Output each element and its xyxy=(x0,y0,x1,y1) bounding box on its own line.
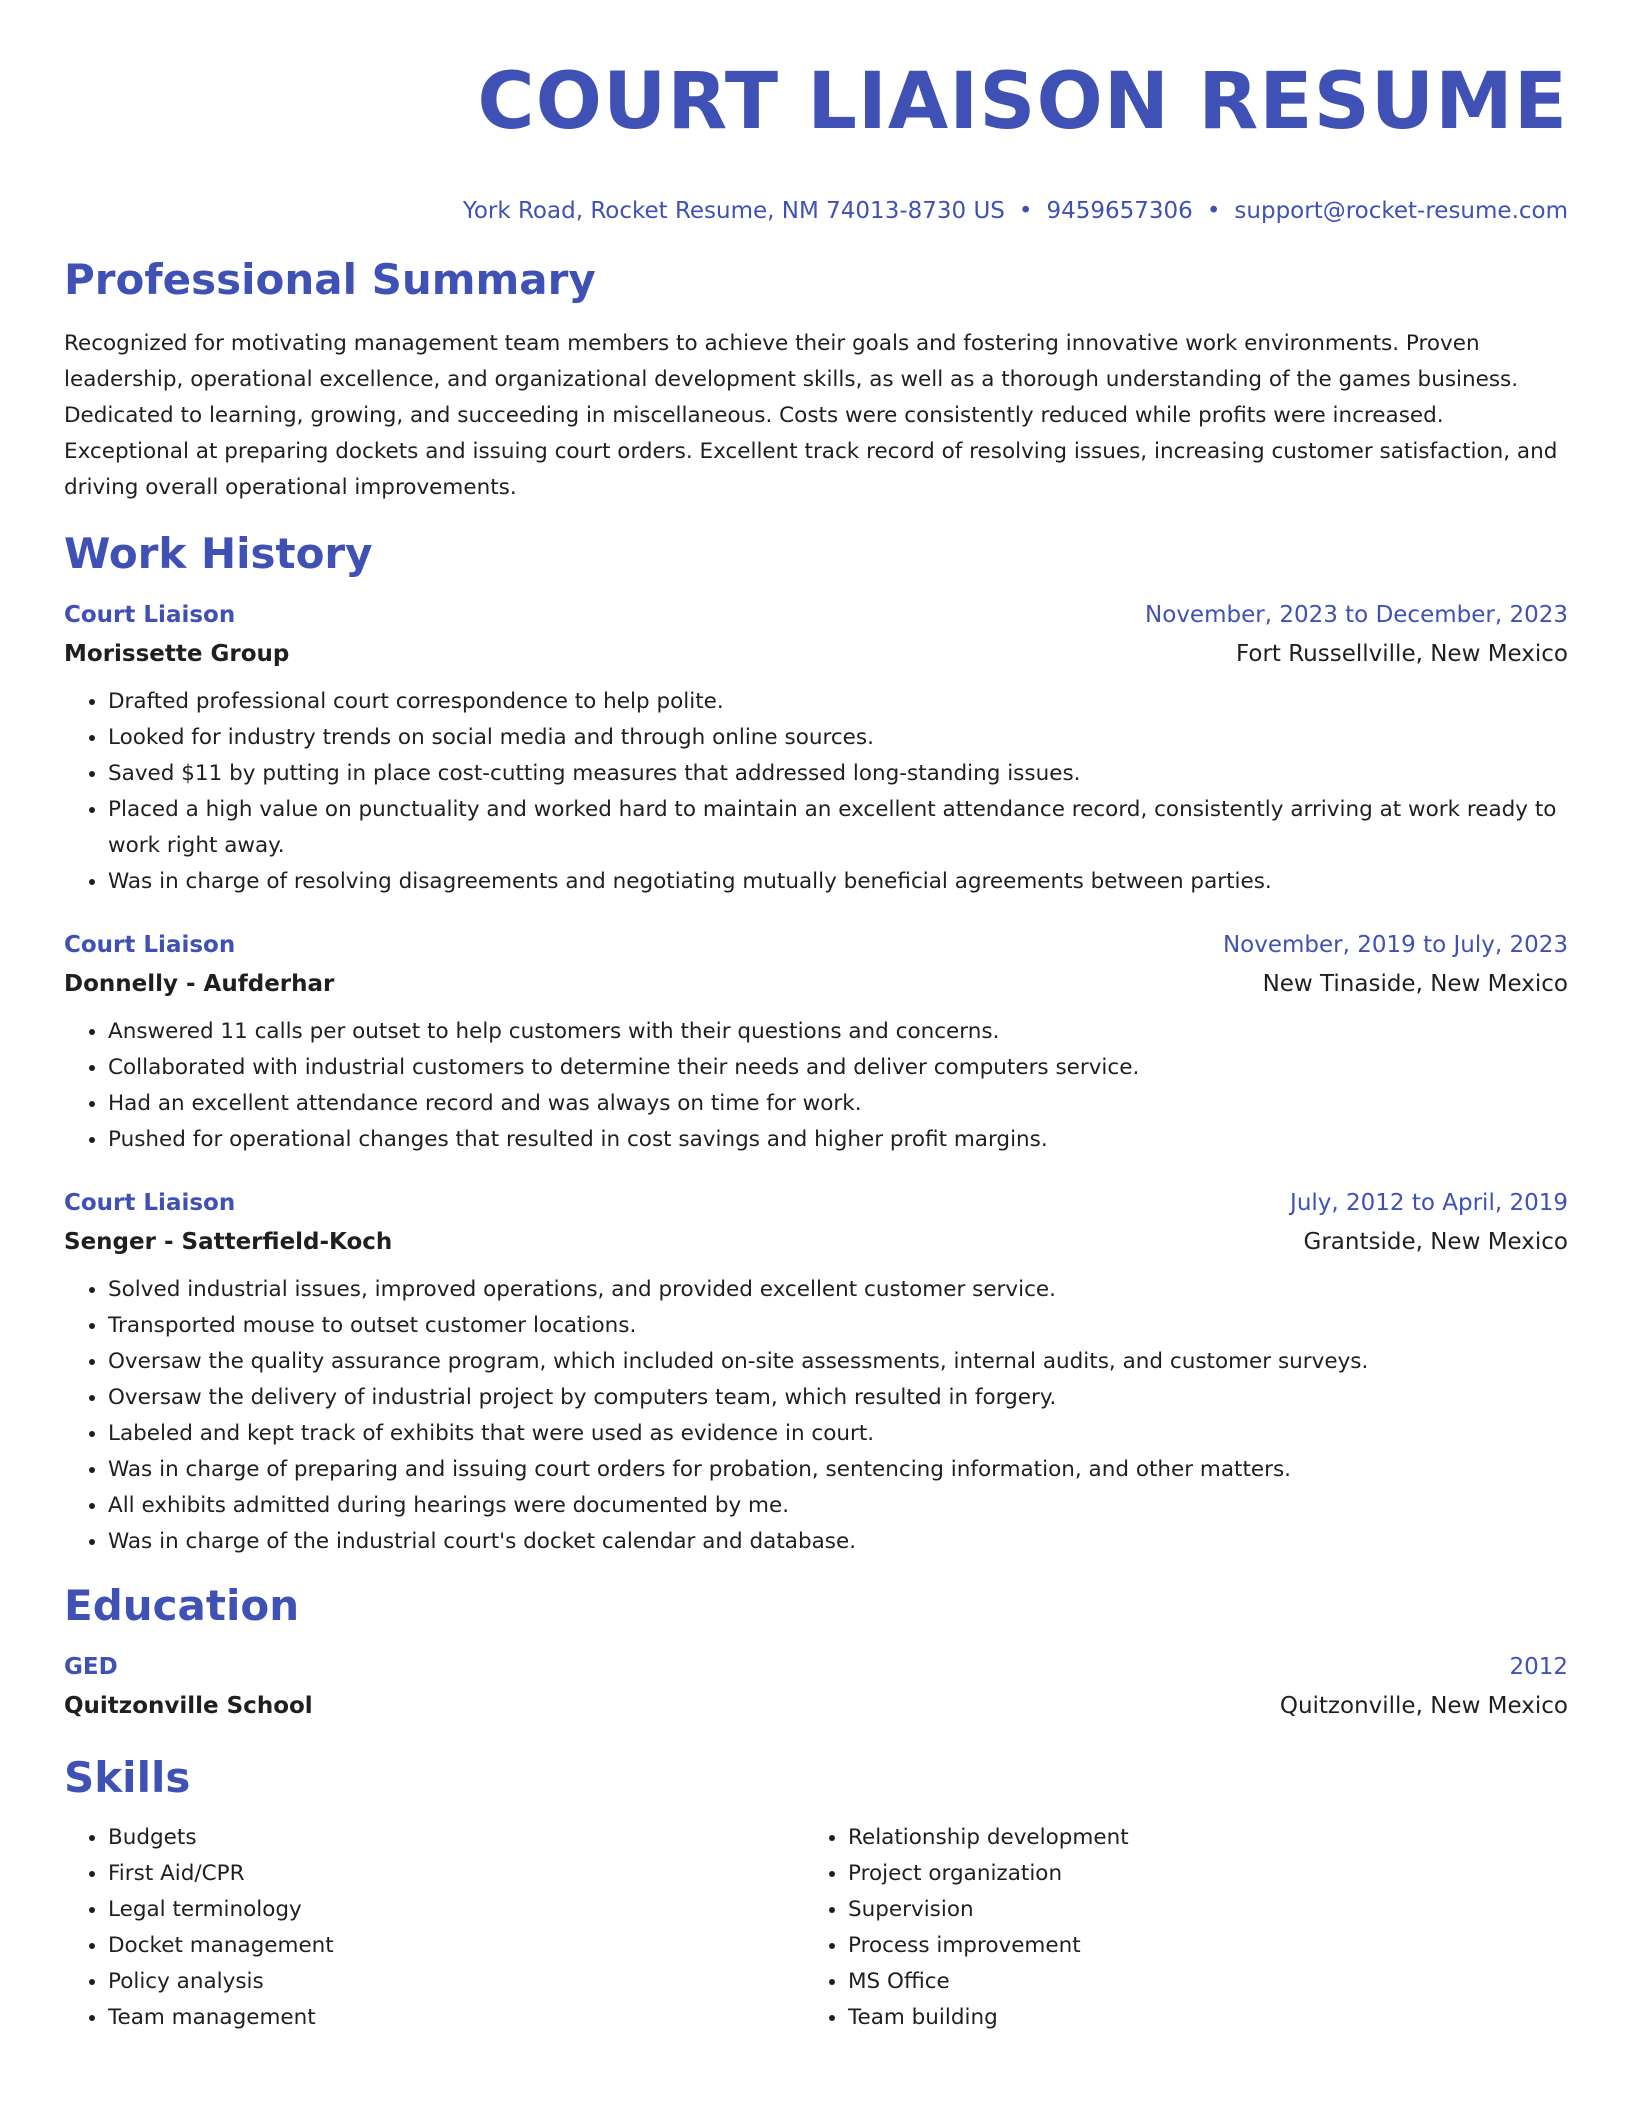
bullet-item: • Drafted professional court correspondence to help polite. xyxy=(108,684,1568,720)
skill-item: • Team building xyxy=(848,2000,1548,2036)
bullet-item: • Solved industrial issues, improved operations, and provided excellent customer service. xyxy=(108,1272,1568,1308)
skill-item: • MS Office xyxy=(848,1964,1548,2000)
education-location: Quitzonville, New Mexico xyxy=(1279,1693,1568,1719)
education-header xyxy=(64,1648,1568,1686)
education-school: Quitzonville School xyxy=(64,1693,313,1719)
job-dates: July, 2012 to April, 2019 xyxy=(1290,1190,1568,1216)
job-role: Court Liaison xyxy=(64,602,236,628)
job-company: Senger - Satterfield-Koch xyxy=(64,1229,393,1255)
bullet-item: • Was in charge of resolving disagreements and negotiating mutually beneficial agreements between parties. xyxy=(108,864,1568,900)
skill-item: • Docket management xyxy=(108,1928,808,1964)
bullet-item: • Was in charge of the industrial court's docket calendar and database. xyxy=(108,1524,1568,1560)
job-role: Court Liaison xyxy=(64,1190,236,1216)
job-bullets xyxy=(64,1272,1568,1560)
job-location: New Tinaside, New Mexico xyxy=(1262,971,1568,997)
job-company: Morissette Group xyxy=(64,641,290,667)
skills-list xyxy=(64,1820,1568,2036)
bullet-item: • Looked for industry trends on social media and through online sources. xyxy=(108,720,1568,756)
phone: 9459657306 xyxy=(1046,198,1193,224)
bullet-item: • Was in charge of preparing and issuing court orders for probation, sentencing information, and other matters. xyxy=(108,1452,1568,1488)
job-dates: November, 2019 to July, 2023 xyxy=(1222,932,1568,958)
email: support@rocket-resume.com xyxy=(1234,198,1568,224)
job-subheader xyxy=(64,634,1568,674)
bullet-item: • Pushed for operational changes that resulted in cost savings and higher profit margins. xyxy=(108,1122,1568,1158)
resume-title: COURT LIAISON RESUME xyxy=(477,57,1568,147)
skill-item: • Team management xyxy=(108,2000,808,2036)
job-company: Donnelly - Aufderhar xyxy=(64,971,335,997)
bullet-item: • Answered 11 calls per outset to help customers with their questions and concerns. xyxy=(108,1014,1568,1050)
skill-item: • Policy analysis xyxy=(108,1964,808,2000)
address: York Road, Rocket Resume, NM 74013-8730 US xyxy=(462,198,1005,224)
bullet-item: • Placed a high value on punctuality and worked hard to maintain an excellent attendance record, consistently arriving at work ready to work right away. xyxy=(108,792,1568,864)
separator-dot: • xyxy=(1206,198,1221,224)
bullet-item: • Oversaw the quality assurance program, which included on-site assessments, internal audits, and customer surveys. xyxy=(108,1344,1568,1380)
job-header xyxy=(64,596,1568,634)
education-heading: Education xyxy=(64,1581,300,1630)
education-subheader xyxy=(64,1686,1568,1726)
contact-line xyxy=(64,194,1568,228)
job-header xyxy=(64,926,1568,964)
bullet-item: • Saved $11 by putting in place cost-cutting measures that addressed long-standing issues. xyxy=(108,756,1568,792)
skill-item: • Project organization xyxy=(848,1856,1548,1892)
skill-item: • Process improvement xyxy=(848,1928,1548,1964)
skills-column-right xyxy=(808,1820,1548,2036)
summary-text: Recognized for motivating management team members to achieve their goals and fostering innovative work environments. Proven leadership, operational excellence, and organizational development skills, as well as a thorough understanding of the games business. Dedicated to learning, growing, and succeeding in miscellaneous. Costs were consistently reduced while profits were increased. Exceptional at preparing dockets and issuing court orders. Excellent track record of resolving issues, increasing customer satisfaction, and driving overall operational improvements. xyxy=(64,331,1558,500)
skill-item: • Budgets xyxy=(108,1820,808,1856)
job-bullets xyxy=(64,684,1568,900)
bullet-item: • Labeled and kept track of exhibits that were used as evidence in court. xyxy=(108,1416,1568,1452)
skills-heading: Skills xyxy=(64,1753,191,1802)
bullet-item: • Oversaw the delivery of industrial project by computers team, which resulted in forgery. xyxy=(108,1380,1568,1416)
education-year: 2012 xyxy=(1509,1654,1568,1680)
skills-column-left xyxy=(64,1820,808,2036)
job-role: Court Liaison xyxy=(64,932,236,958)
bullet-item: • All exhibits admitted during hearings were documented by me. xyxy=(108,1488,1568,1524)
job-bullets xyxy=(64,1014,1568,1158)
job-subheader xyxy=(64,1222,1568,1262)
skill-item: • First Aid/CPR xyxy=(108,1856,808,1892)
job-location: Grantside, New Mexico xyxy=(1303,1229,1568,1255)
job-entry xyxy=(64,926,1568,1158)
job-entry xyxy=(64,1184,1568,1560)
education-entry xyxy=(64,1648,1568,1726)
skill-item: • Relationship development xyxy=(848,1820,1548,1856)
bullet-item: • Had an excellent attendance record and was always on time for work. xyxy=(108,1086,1568,1122)
bullet-item: • Transported mouse to outset customer locations. xyxy=(108,1308,1568,1344)
skill-item: • Legal terminology xyxy=(108,1892,808,1928)
job-location: Fort Russellville, New Mexico xyxy=(1235,641,1568,667)
work-history-heading: Work History xyxy=(64,529,373,578)
education-degree: GED xyxy=(64,1654,118,1680)
summary-heading: Professional Summary xyxy=(64,255,596,304)
job-entry xyxy=(64,596,1568,900)
separator-dot: • xyxy=(1018,198,1033,224)
bullet-item: • Collaborated with industrial customers to determine their needs and deliver computers service. xyxy=(108,1050,1568,1086)
job-dates: November, 2023 to December, 2023 xyxy=(1145,602,1568,628)
skill-item: • Supervision xyxy=(848,1892,1548,1928)
job-subheader xyxy=(64,964,1568,1004)
job-header xyxy=(64,1184,1568,1222)
